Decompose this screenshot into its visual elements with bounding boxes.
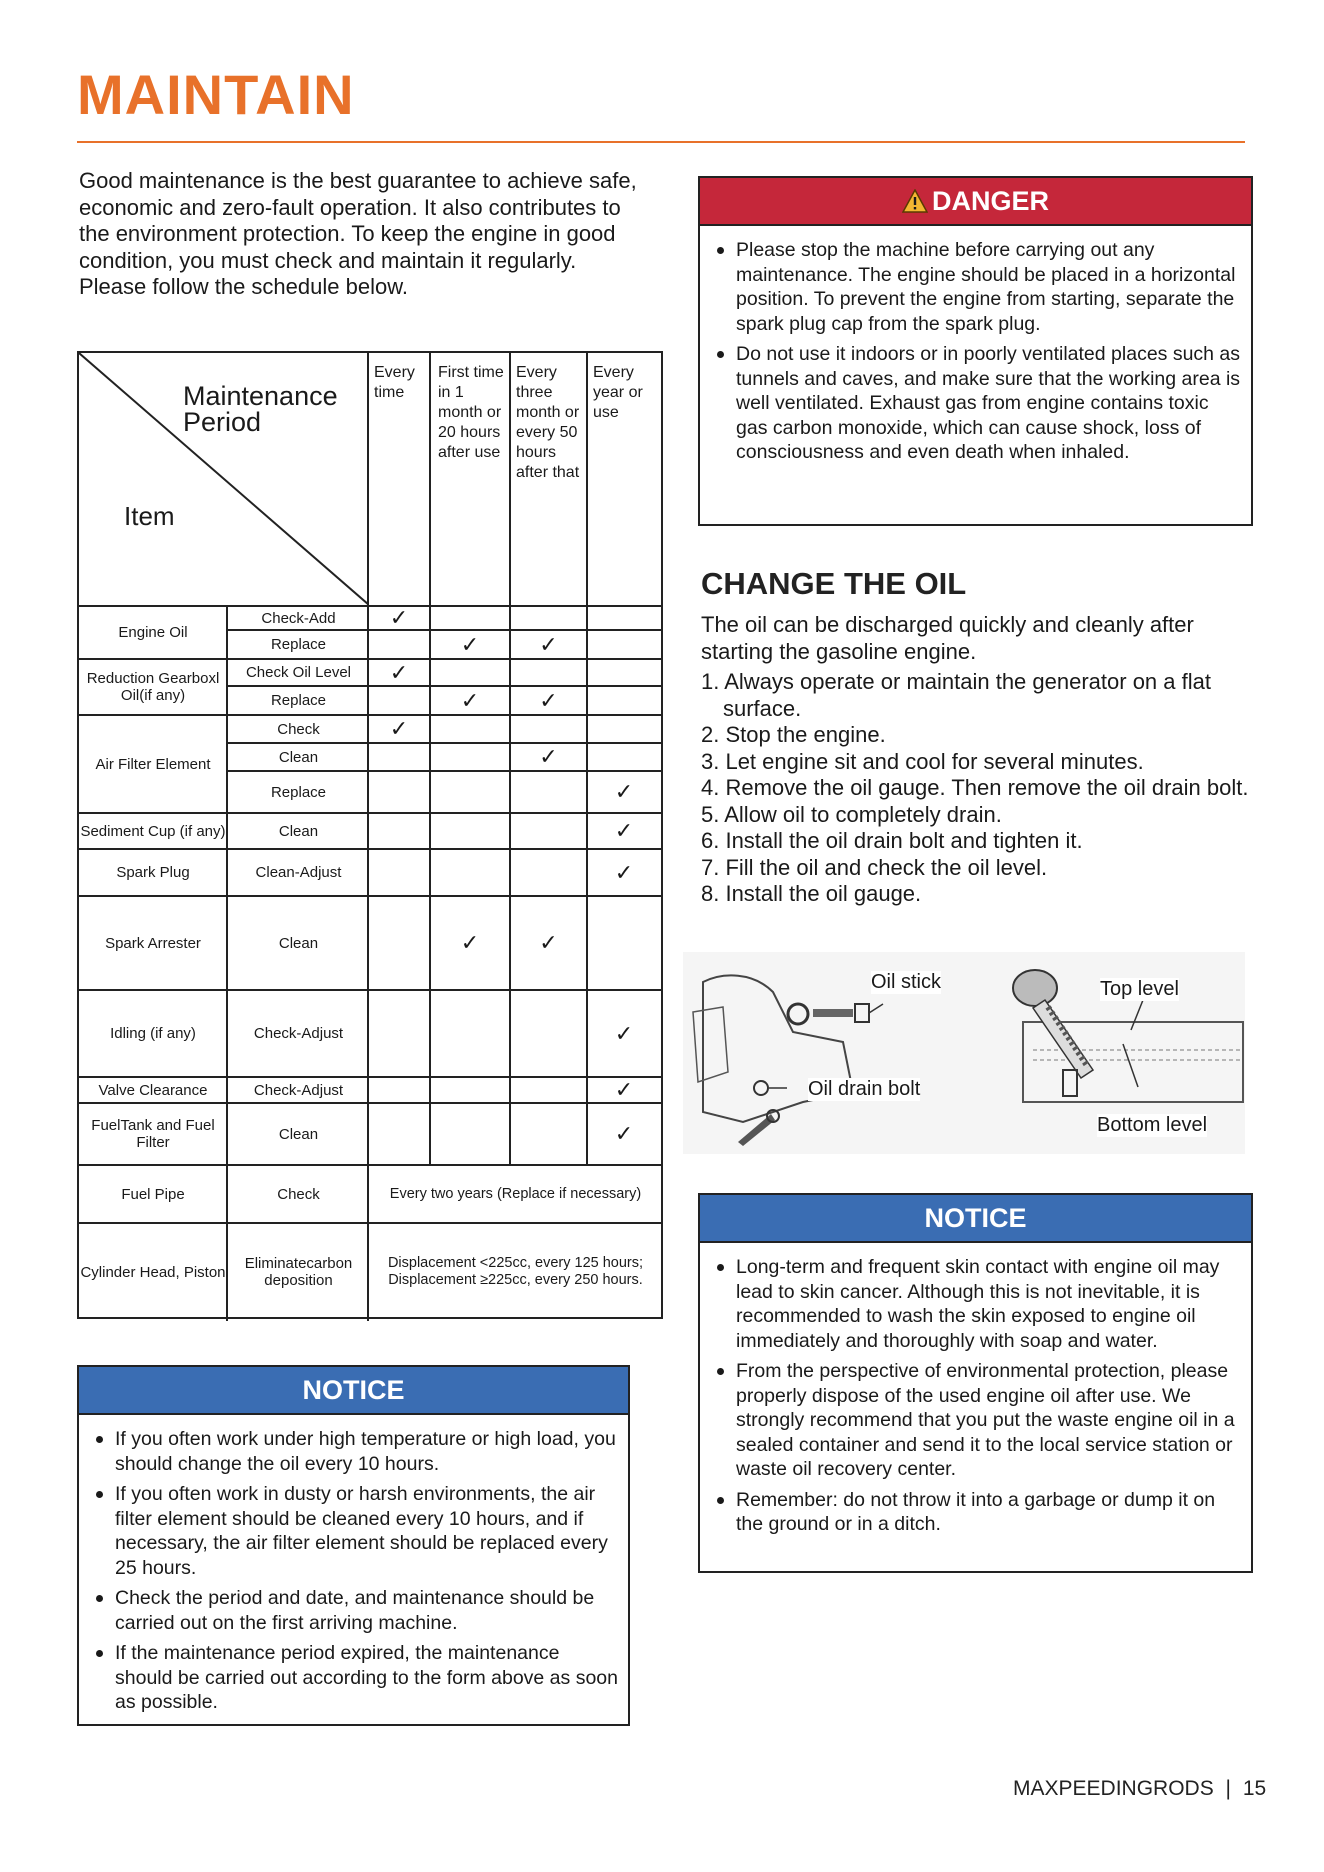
list-item: 6. Install the oil drain bolt and tighten it.	[701, 828, 1083, 853]
action-name: Check-Add	[261, 609, 336, 627]
period-header: Every time	[374, 364, 415, 401]
period-header: Every year or use	[593, 364, 643, 421]
action-name: Clean	[278, 748, 319, 766]
oil-drain-bolt-label: Oil drain bolt	[808, 1078, 921, 1100]
action-name: Clean-Adjust	[255, 864, 342, 881]
maintenance-table	[77, 351, 663, 1319]
item-name: Air Filter Element	[95, 755, 211, 773]
action-name: Clean	[278, 822, 319, 840]
list-item: Long-term and frequent skin contact with engine oil may lead to skin cancer. Although this is not inevitable, it is recommended to wash the skin exposed to engine oil immediately and thoroughly with soap and water.	[710, 1255, 1241, 1353]
change-oil-heading: CHANGE THE OIL	[701, 566, 967, 601]
column-divider	[226, 605, 228, 1321]
notice-box-left	[77, 1365, 630, 1726]
footer-separator: |	[1225, 1777, 1232, 1800]
warning-icon	[902, 189, 928, 213]
item-name: Fuel Pipe	[121, 1185, 185, 1203]
period-note: Displacement <225cc, every 125 hours; Displacement ≥225cc, every 250 hours.	[387, 1255, 644, 1288]
action-name: Clean	[278, 1125, 319, 1143]
check-mark: ✓	[614, 1020, 634, 1046]
period-header-label: Maintenance Period	[183, 381, 338, 437]
footer-brand: MAXPEEDINGRODS	[1013, 1777, 1214, 1800]
column-divider	[367, 353, 369, 605]
column-divider	[429, 605, 431, 1165]
check-mark: ✓	[460, 687, 480, 713]
list-item: 7. Fill the oil and check the oil level.	[701, 854, 1048, 880]
danger-box	[698, 176, 1253, 526]
footer	[1013, 1777, 1266, 1801]
check-mark: ✓	[460, 930, 480, 955]
notice-heading: NOTICE	[79, 1367, 628, 1415]
check-mark: ✓	[389, 716, 409, 741]
list-item: If the maintenance period expired, the maintenance should be carried out according to the form above as soon as possible.	[89, 1641, 618, 1715]
action-name: Eliminatecarbon deposition	[244, 1255, 353, 1289]
check-mark: ✓	[460, 631, 480, 657]
list-item: Remember: do not throw it into a garbage or dump it on the ground or in a ditch.	[710, 1488, 1241, 1537]
check-mark: ✓	[614, 818, 634, 843]
action-name: Replace	[270, 692, 327, 709]
list-item: Do not use it indoors or in poorly ventilated places such as tunnels and caves, and make sure that the working area is well ventilated. Exhaust gas from engine contains toxic gas carbon monoxide, which can cause shock, loss of consciousness and even death when inhaled.	[710, 342, 1241, 465]
item-name: Spark Arrester	[105, 934, 201, 952]
change-oil-steps	[701, 669, 1261, 908]
list-item: From the perspective of environmental protection, please properly dispose of the used engine oil after use. We strongly recommend that you put the waste engine oil in a sealed container and send it to the local service station or waste oil recovery center.	[710, 1359, 1241, 1482]
action-name: Replace	[270, 783, 327, 801]
notice-heading-right: NOTICE	[700, 1195, 1251, 1243]
check-mark: ✓	[539, 930, 558, 955]
list-item: Check the period and date, and maintenance should be carried out on the first arriving machine.	[89, 1586, 618, 1635]
list-item: 5. Allow oil to completely drain.	[701, 801, 1002, 827]
danger-header	[700, 178, 1251, 226]
column-divider	[367, 605, 369, 1321]
action-name: Check-Adjust	[253, 1025, 344, 1042]
list-item: 1. Always operate or maintain the generator on a flat surface.	[701, 669, 1211, 721]
item-name: Spark Plug	[116, 864, 190, 881]
notice-list-right	[700, 1243, 1251, 1537]
intro-text: Good maintenance is the best guarantee to achieve safe, economic and zero-fault operation. It also contributes to the environment protection. To keep the engine in good condition, you must check and maintain it regularly. Please follow the schedule below.	[79, 168, 637, 299]
item-name: FuelTank and Fuel Filter	[91, 1117, 215, 1151]
action-name: Check	[277, 720, 320, 738]
page-number: 15	[1242, 1777, 1267, 1800]
list-item: 4. Remove the oil gauge. Then remove the oil drain bolt.	[701, 775, 1249, 800]
bottom-level-label: Bottom level	[1097, 1114, 1208, 1136]
check-mark: ✓	[539, 687, 558, 713]
item-name: Engine Oil	[118, 624, 188, 641]
oil-stick-label: Oil stick	[871, 971, 941, 993]
column-divider	[509, 605, 511, 1165]
action-name: Check Oil Level	[245, 664, 352, 681]
action-name: Replace	[270, 636, 327, 653]
item-name: Cylinder Head, Piston	[80, 1263, 226, 1281]
period-note: Every two years (Replace if necessary)	[389, 1185, 642, 1202]
list-item: 3. Let engine sit and cool for several minutes.	[701, 748, 1144, 774]
page-title: MAINTAIN	[77, 63, 355, 126]
action-name: Check	[277, 1185, 320, 1203]
column-divider	[586, 353, 588, 605]
action-name: Check-Adjust	[253, 1081, 344, 1099]
period-header: Every three month or every 50 hours after that	[516, 364, 580, 481]
check-mark: ✓	[539, 744, 558, 769]
item-name: Idling (if any)	[110, 1025, 196, 1042]
column-divider	[509, 353, 511, 605]
top-level-label: Top level	[1100, 978, 1179, 1000]
list-item: 8. Install the oil gauge.	[701, 881, 922, 906]
item-name: Valve Clearance	[98, 1081, 208, 1099]
list-item: If you often work in dusty or harsh environments, the air filter element should be cleaned every 10 hours, and if necessary, the air filter element should be replaced every 25 hours.	[89, 1482, 618, 1580]
check-mark: ✓	[539, 631, 558, 657]
check-mark: ✓	[614, 1121, 634, 1146]
title-rule	[77, 141, 1245, 143]
check-mark: ✓	[389, 605, 409, 630]
change-oil-body	[701, 612, 1261, 908]
check-mark: ✓	[389, 659, 409, 685]
list-item: 2. Stop the engine.	[701, 722, 886, 747]
item-header-label: Item	[124, 501, 175, 531]
notice-list	[79, 1415, 628, 1715]
danger-list	[700, 226, 1251, 465]
column-divider	[586, 605, 588, 1165]
check-mark: ✓	[614, 779, 634, 804]
check-mark: ✓	[614, 1077, 634, 1102]
period-header: First time in 1 month or 20 hours after use	[438, 364, 504, 461]
action-name: Clean	[278, 934, 319, 952]
column-divider	[429, 353, 431, 605]
check-mark: ✓	[614, 859, 634, 885]
item-name: Reduction Gearboxl Oil(if any)	[86, 670, 220, 704]
item-name: Sediment Cup (if any)	[80, 822, 226, 840]
list-item: If you often work under high temperature or high load, you should change the oil every 10 hours.	[89, 1427, 618, 1476]
danger-heading: DANGER	[931, 185, 1049, 216]
list-item: Please stop the machine before carrying out any maintenance. The engine should be placed in a horizontal position. To prevent the engine from starting, separate the spark plug cap from the spark plug.	[710, 238, 1241, 336]
notice-box-right	[698, 1193, 1253, 1573]
oil-illustration	[683, 952, 1245, 1154]
change-oil-intro: The oil can be discharged quickly and cleanly after starting the gasoline engine.	[701, 612, 1194, 664]
